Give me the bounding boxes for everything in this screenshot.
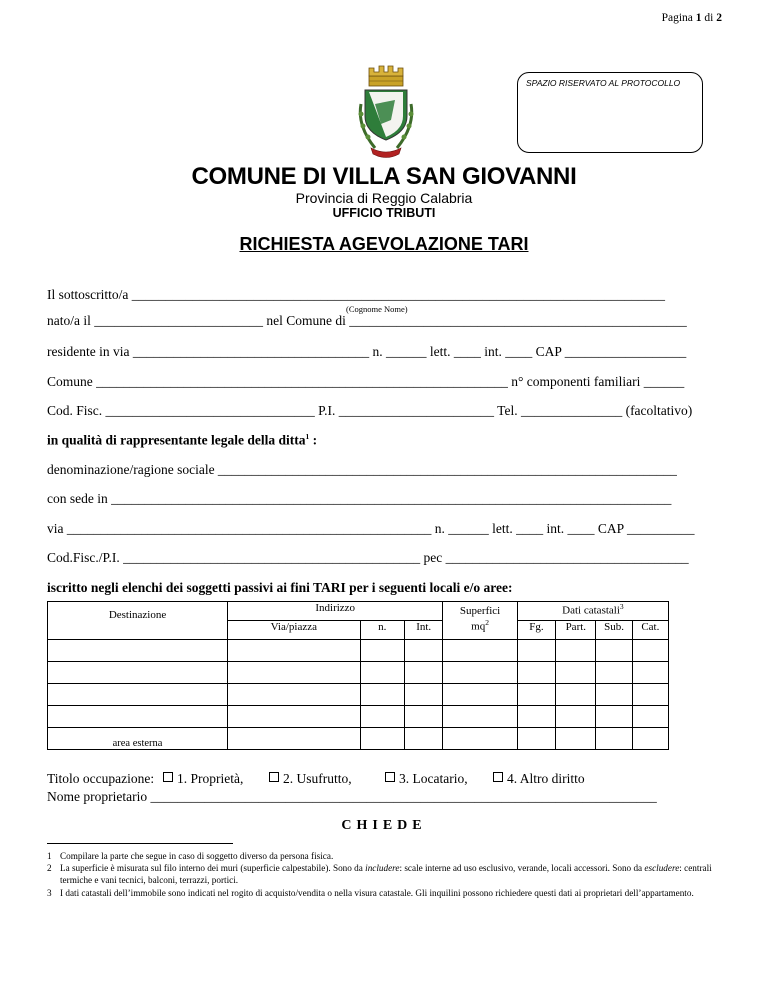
province-name: Provincia di Reggio Calabria xyxy=(295,190,473,206)
footnote-3: 3 I dati catastali dell’immobile sono indicati nel rogito di acquisto/vendita o nella visura catastale. Gli inquilini possono richiedere questi dati ai proprietari dell’appartamento. xyxy=(47,888,694,898)
office-name: UFFICIO TRIBUTI xyxy=(332,206,436,220)
col-via: Via/piazza xyxy=(228,621,360,640)
table-row[interactable] xyxy=(48,684,669,706)
legal-representative-label: in qualità di rappresentante legale della ditta$^1$ : xyxy=(47,432,318,448)
field-company-name[interactable]: denominazione/ragione sociale ____________________________________________________________________ xyxy=(47,462,677,477)
checkbox-proprieta[interactable]: 1. Proprietà, xyxy=(163,771,243,787)
checkbox-icon[interactable] xyxy=(163,772,173,782)
col-indirizzo: Indirizzo xyxy=(228,602,443,621)
municipality-title: COMUNE DI VILLA SAN GIOVANNI xyxy=(191,163,577,190)
field-birth[interactable]: nato/a il _________________________ nel Comune di __________________________________________________ xyxy=(47,313,687,328)
occupation-label: Titolo occupazione: xyxy=(47,771,155,786)
field-owner-name[interactable]: Nome proprietario ___________________________________________________________________________ xyxy=(47,789,657,804)
protocol-box xyxy=(517,72,703,153)
footnote-divider xyxy=(47,843,233,844)
field-company-seat[interactable]: con sede in ___________________________________________________________________________________ xyxy=(47,491,672,506)
checkbox-usufrutto[interactable]: 2. Usufrutto, xyxy=(269,771,352,787)
col-cat: Cat. xyxy=(632,621,668,640)
table-row[interactable] xyxy=(48,728,669,750)
field-undersigned-hint: (Cognome Nome) xyxy=(346,304,408,314)
col-sub: Sub. xyxy=(596,621,632,640)
field-tax-ids[interactable]: Cod. Fisc. _______________________________ P.I. _______________________ Tel. _______________ (facoltativo) xyxy=(47,403,693,418)
field-company-taxid-pec[interactable]: Cod.Fisc./P.I. ____________________________________________ pec ____________________________________ xyxy=(47,550,689,565)
request-heading: CHIEDE xyxy=(341,818,427,833)
field-company-address[interactable]: via ______________________________________________________ n. ______ lett. ____ int. ____ CAP __________ xyxy=(47,521,695,536)
col-dati-catastali: Dati catastali$^3$ xyxy=(517,602,668,621)
checkbox-locatario[interactable]: 3. Locatario, xyxy=(385,771,468,787)
coat-of-arms-icon xyxy=(353,64,419,164)
col-destinazione: Destinazione xyxy=(48,602,228,640)
field-residence[interactable]: residente in via ___________________________________ n. ______ lett. ____ int. ____ CAP __________________ xyxy=(47,344,687,359)
checkbox-icon[interactable] xyxy=(493,772,503,782)
col-int: Int. xyxy=(405,621,443,640)
page-number: Pagina 1 di 2 xyxy=(661,12,722,24)
table-row[interactable] xyxy=(48,662,669,684)
form-title: RICHIESTA AGEVOLAZIONE TARI xyxy=(239,234,529,254)
checkbox-icon[interactable] xyxy=(385,772,395,782)
protocol-box-label: SPAZIO RISERVATO AL PROTOCOLLO xyxy=(526,78,681,88)
checkbox-altro-diritto[interactable]: 4. Altro diritto xyxy=(493,771,585,787)
footnote-1: 1 Compilare la parte che segue in caso di soggetto diverso da persona fisica. xyxy=(47,851,334,861)
table-row[interactable] xyxy=(48,706,669,728)
col-part: Part. xyxy=(556,621,596,640)
checkbox-icon[interactable] xyxy=(269,772,279,782)
area-esterna-label: area esterna xyxy=(48,728,228,750)
premises-table xyxy=(47,601,669,750)
col-fg: Fg. xyxy=(517,621,555,640)
field-municipality[interactable]: Comune _____________________________________________________________ n° componenti familiari ______ xyxy=(47,374,685,389)
footnote-2: 2 La superficie è misurata sul filo interno dei muri (superficie calpestabile). Sono da includere: scale interne ad uso esclusivo, verande, locali accessori. Sono da escludere: centrali termiche e vani tecnici, balconi, terrazzi, portici. xyxy=(47,863,712,885)
field-undersigned[interactable]: Il sottoscritto/a _______________________________________________________________________________ xyxy=(47,287,665,302)
col-n: n. xyxy=(360,621,405,640)
registered-label: iscritto negli elenchi dei soggetti passivi ai fini TARI per i seguenti locali e/o aree: xyxy=(47,580,513,595)
table-header-row xyxy=(48,602,669,621)
table-row[interactable] xyxy=(48,640,669,662)
col-superficie: Superfici $mq^2$ xyxy=(443,602,518,640)
